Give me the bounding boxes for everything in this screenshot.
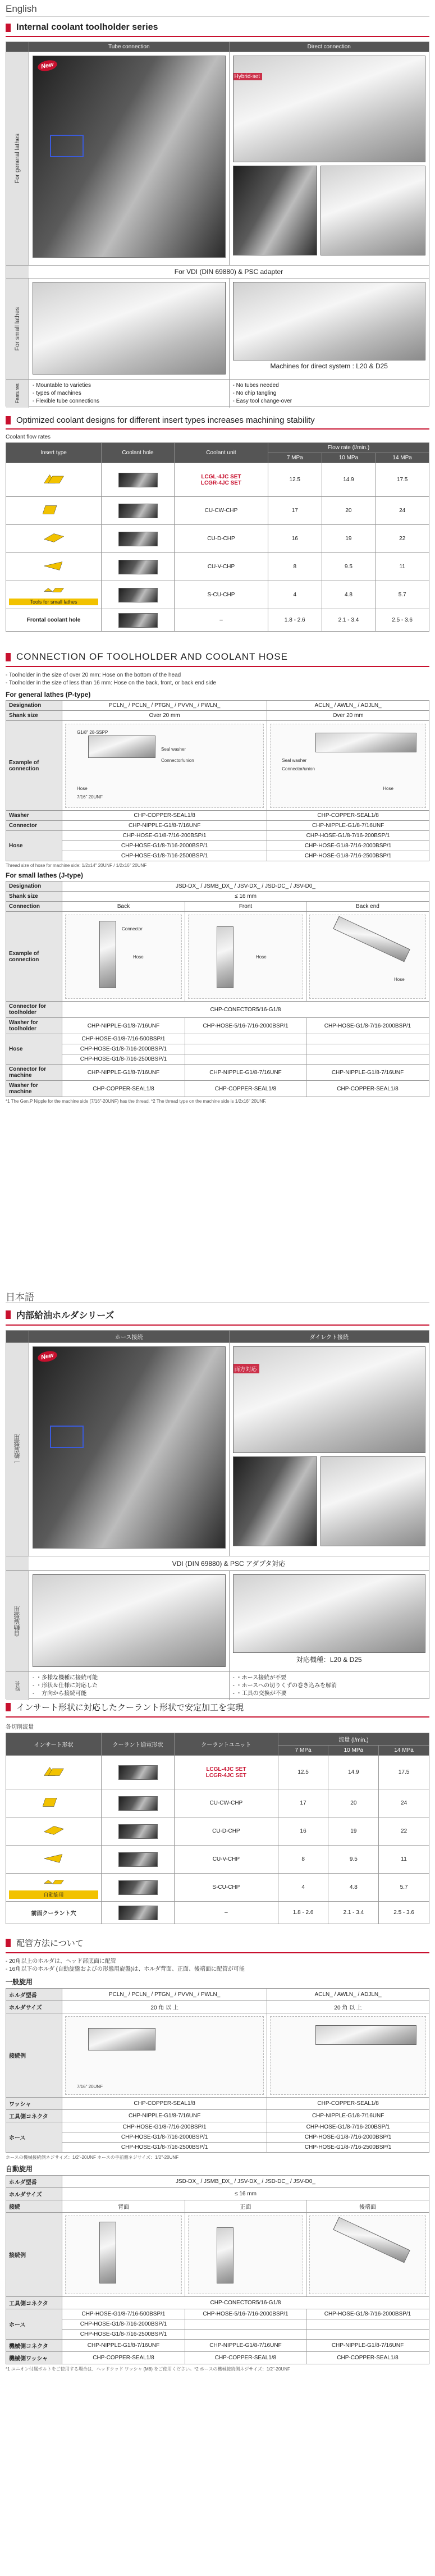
insert-small-icon [43,1876,65,1888]
insert-rhombic-icon [43,1794,65,1811]
inserts-title: Optimized coolant designs for different insert types increases machining stability [16,415,315,425]
direct-general-cell [229,52,429,265]
insert-d-icon [43,1822,65,1839]
small-direct-photo [233,282,426,360]
insert-v-icon [43,1850,65,1867]
insert-d-icon [43,529,65,546]
tube-general-cell [29,52,229,265]
inserts-section-ja: インサート形状に対応したクーラント形状で安定加工を実現 各切削流量 インサート形状 クーラント通電形状 クーラントユニット 流量 (l/min.) 7 MPa 10 MPa 14 MPa LCGL-4JC SET LCGR-4JC SET 12.5 14.9 17.5 CU-CW-CHP 17 20 24 CU-D-CHP 16 19 22 CU-V-CHP 8 9.5 11 自動旋用 S-CU-CHP 4 4.8 5.7 前面クーラント穴 – 1.8 - 2.6 2.1 - 3.4 2.5 - 3.6 [6,1701,429,1924]
flow-rate-table-ja: インサート形状 クーラント通電形状 クーラントユニット 流量 (l/min.) 7 MPa 10 MPa 14 MPa LCGL-4JC SET LCGR-4JC SET 12.5 14.9 17.5 CU-CW-CHP 17 20 24 CU-D-CHP 16 19 22 CU-V-CHP 8 9.5 11 自動旋用 S-CU-CHP 4 4.8 5.7 前面クーラント穴 – 1.8 - 2.6 2.1 - 3.4 2.5 - 3.6 [6,1733,429,1924]
jtype-diagram-back-end: Hose [309,915,426,999]
connection-title: CONNECTION OF TOOLHOLDER AND COOLANT HOSE [16,651,289,662]
overview-header [6,42,429,52]
ptype-table-ja: ホルダ型番 PCLN_ / PCLN_ / PTGN_ / PVVN_ / PWLN_ ACLN_ / AWLN_ / ADJLN_ ホルダサイズ 20 角 以 上 20 角 以 上 接続例 7/16" 20UNF ワッシャ CHP-COPPER-SEAL1/8 CHP-COPPER-SEAL1/8 工具側コネクタ CHP-NIPPLE-G1/8-7/16UNF CHP-NIPPLE-G1/8-7/16UNF ホース CHP-HOSE-G1/8-7/16-200BSP/1 CHP-HOSE-G1/8-7/16-200BSP/1 CHP-HOSE-G1/8-7/16-2000BSP/1 CHP-HOSE-G1/8-7/16-2000BSP/1 CHP-HOSE-G1/8-7/16-2500BSP/1 CHP-HOSE-G1/8-7/16-2500BSP/1 [6,1988,429,2153]
holder-photo [118,473,158,487]
jtype-diagram-front: Hose [188,915,303,999]
overview-title: Internal coolant toolholder series [16,22,158,32]
table-row: CU-D-CHP 16 19 22 [6,525,429,553]
overview-section-ja: 内部給油ホルダシリーズ ホース接続 ダイレクト接続 一般旋盤用 New 両方対応 VDI (DIN 69880) & PSC アダプタ対応 自動旋盤用 対応機種：L20 & D25 特長 - ・多様な機種に接続可能 - ・形状＆仕様に対応した - 方向から接続可能 - ・ホース接続が不要 - ・ホースへの切りくずの巻き込みを解消 - ・工具の交換が不要 [6,1308,429,1699]
ptype-diagram-b: Seal washer Connector/union Hose [270,724,426,808]
table-row: CU-CW-CHP 17 20 24 [6,497,429,525]
language-header-japanese: 日本語 [6,1286,429,1303]
small-caption: Machines for direct system : L20 & D25 [270,362,388,370]
insert-small-icon [43,584,65,596]
insert-v-icon [43,558,65,574]
vdi-photo [233,166,317,255]
language-header-english: English [6,0,429,17]
ptype-heading: For general lathes (P-type) [6,691,91,698]
title-marker [6,24,11,32]
tube-toolholder-photo [33,56,226,258]
inserts-section-en [6,415,429,632]
small-tools-label: Tools for small lathes [9,599,98,605]
row-small-label: For small lathes [14,307,21,351]
inserts-subtitle: Coolant flow rates [6,434,51,440]
table-row: LCGL-4JC SET LCGR-4JC SET 12.5 14.9 17.5 [6,463,429,497]
jtype-heading: For small lathes (J-type) [6,871,84,879]
psc-adapter-photo [320,166,426,255]
overview-section-en [6,22,429,407]
ptype-table-en: Designation PCLN_ / PCLN_ / PTGN_ / PVVN_ / PWLN_ ACLN_ / AWLN_ / ADJLN_ Shank size Over 20 mm Over 20 mm Example of connection Seal washer Connector/union Hose 7/16" 20UNF G1/8" 28-SSPP Seal washer Connector/union Hose Washer CHP-COPPER-SEAL1/8 CHP-COPPER-SEAL1/8 Connector CHP-NIPPLE-G1/8-7/16UNF CHP-NIPPLE-G1/8-7/16UNF Hose CHP-HOSE-G1/8-7/16-200BSP/1 CHP-HOSE-G1/8-7/16-200BSP/1 CHP-HOSE-G1/8-7/16-2000BSP/1 CHP-HOSE-G1/8-7/16-2000BSP/1 CHP-HOSE-G1/8-7/16-2500BSP/1 CHP-HOSE-G1/8-7/16-2500BSP/1 [6,700,429,861]
connection-section-ja: 配管方法について - 20角以上のホルダは、ヘッド部底面に配管 - 16角以下のホルダ (自動旋盤およびの形態用旋盤)は、ホルダ背面、正面、後端面に配管が可能 一般旋用 ホルダ型番 PCLN_ / PCLN_ / PTGN_ / PVVN_ / PWLN_ ACLN_ / AWLN_ / ADJLN_ ホルダサイズ 20 角 以 上 20 角 以 上 接続例 7/16" 20UNF ワッシャ CHP-COPPER-SEAL1/8 CHP-COPPER-SEAL1/8 工具側コネクタ CHP-NIPPLE-G1/8-7/16UNF CHP-NIPPLE-G1/8-7/16UNF ホース CHP-HOSE-G1/8-7/16-200BSP/1 CHP-HOSE-G1/8-7/16-200BSP/1 CHP-HOSE-G1/8-7/16-2000BSP/1 CHP-HOSE-G1/8-7/16-2000BSP/1 CHP-HOSE-G1/8-7/16-2500BSP/1 CHP-HOSE-G1/8-7/16-2500BSP/1 ホースの機械接続側ネジサイズ：1/2"-20UNF ホースの手前側ネジサイズ：1/2"-20UNF 自動旋用 ホルダ型番 JSD-DX_ / JSMB_DX_ / JSV-DX_ / JSD-DC_ / JSV-D0_ ホルダサイズ ≤ 16 mm 接続 背面 正面 後端面 接続例 工具側コネクタ CHP-CONECTOR5/16-G1/8 ホース CHP-HOSE-G1/8-7/16-500BSP/1 CHP-HOSE-5/16-7/16-2000BSP/1 CHP-HOSE-G1/8-7/16-2000BSP/1 CHP-HOSE-G1/8-7/16-2000BSP/1 CHP-HOSE-G1/8-7/16-2500BSP/1 機械側コネクタ CHP-NIPPLE-G1/8-7/16UNF CHP-NIPPLE-G1/8-7/16UNF CHP-NIPPLE-G1/8-7/16UNF 機械側ワッシャ CHP-COPPER-SEAL1/8 CHP-COPPER-SEAL1/8 CHP-COPPER-SEAL1/8 *1 ユニオン付属ボルトをご使用する場合は、ヘッドクッド ワッシャ (M8) をご使用ください。*2 ホースの機械接続側ネジサイズ：1/2"-20UNF [6,1937,429,2372]
table-row: Frontal coolant hole – 1.8 - 2.6 2.1 - 3.4 2.5 - 3.6 [6,609,429,632]
insert-rhombic-icon [43,501,65,518]
flow-rate-table-en: Insert type Coolant hole Coolant unit Flow rate (l/min.) 7 MPa 10 MPa 14 MPa LCGL-4JC SET LCGR-4JC SET 12.5 14.9 17.5 CU-CW-CHP 17 20 24 CU-D-CHP 16 19 22 CU-V-CHP 8 9.5 11 Tools for small lathes S-CU-CHP 4 4.8 5.7 Frontal coolant hole – 1.8 - 2.6 2.1 - 3.4 2.5 - 3.6 [6,442,429,632]
ptype-diagram-a: Seal washer Connector/union Hose 7/16" 20UNF G1/8" 28-SSPP [65,724,264,808]
direct-machine-photo [233,56,426,162]
overview-table [6,42,429,407]
row-features [6,379,429,406]
row-features-label: Features [15,383,20,404]
hybrid-label: Hybrid-set [233,73,263,80]
col-tube: Tube connection [29,42,229,52]
direct-features: - No tubes needed - No chip tangling - Easy tool change-over [230,380,429,408]
insert-trigon-icon [43,471,65,487]
table-row: Tools for small lathes S-CU-CHP 4 4.8 5.7 [6,581,429,609]
row-general [6,52,429,265]
row-small [6,278,429,379]
connection-section-en: CONNECTION OF TOOLHOLDER AND COOLANT HOSE - Toolholder in the size of over 20 mm: Hose on the bottom of the head - Toolholder in the size of less than 16 mm: Hose on the back, front, or back end side For general lathes (P-type) Designation PCLN_ / PCLN_ / PTGN_ / PVVN_ / PWLN_ ACLN_ / AWLN_ / ADJLN_ Shank size Over 20 mm Over 20 mm Example of connection Seal washer Connector/union Hose 7/16" 20UNF G1/8" 28-SSPP Seal washer Connector/union Hose Washer CHP-COPPER-SEAL1/8 CHP-COPPER-SEAL1/8 Connector CHP-NIPPLE-G1/8-7/16UNF CHP-NIPPLE-G1/8-7/16UNF Hose CHP-HOSE-G1/8-7/16-200BSP/1 CHP-HOSE-G1/8-7/16-200BSP/1 CHP-HOSE-G1/8-7/16-2000BSP/1 CHP-HOSE-G1/8-7/16-2000BSP/1 CHP-HOSE-G1/8-7/16-2500BSP/1 CHP-HOSE-G1/8-7/16-2500BSP/1 Thread size of hose for machine side: 1/2x14" 20UNF / 1/2x16" 20UNF For small lathes (J-type) Designation JSD-DX_ / JSMB_DX_ / JSV-DX_ / JSD-DC_ / JSV-D0_ Shank size ≤ 16 mm Connection Back Front Back end Example of connection Connector Hose Hose Hose Connector for toolholder CHP-CONECTOR5/16-G1/8 Washer for toolholder CHP-NIPPLE-G1/8-7/16UNF CHP-HOSE-5/16-7/16-2000BSP/1 CHP-HOSE-G1/8-7/16-2000BSP/1 Hose CHP-HOSE-G1/8-7/16-500BSP/1 CHP-HOSE-G1/8-7/16-2000BSP/1 CHP-HOSE-G1/8-7/16-2500BSP/1 Connector for machine CHP-NIPPLE-G1/8-7/16UNF CHP-NIPPLE-G1/8-7/16UNF CHP-NIPPLE-G1/8-7/16UNF Washer for machine CHP-COPPER-SEAL1/8 CHP-COPPER-SEAL1/8 CHP-COPPER-SEAL1/8 *1 The Gen.P Nipple for the machine side (7/16"-20UNF) has the thread. *2 The thread type on the machine side is 1/2x16" 20UNF. [6,651,429,1104]
tube-features: - Mountable to varieties - types of machines - Flexible tube connections [29,380,229,408]
table-row: CU-V-CHP 8 9.5 11 [6,553,429,581]
row-general-label: For general lathes [14,134,21,184]
jtype-table-ja: ホルダ型番 JSD-DX_ / JSMB_DX_ / JSV-DX_ / JSD-DC_ / JSV-D0_ ホルダサイズ ≤ 16 mm 接続 背面 正面 後端面 接続例 工具側コネクタ CHP-CONECTOR5/16-G1/8 ホース CHP-HOSE-G1/8-7/16-500BSP/1 CHP-HOSE-5/16-7/16-2000BSP/1 CHP-HOSE-G1/8-7/16-2000BSP/1 CHP-HOSE-G1/8-7/16-2000BSP/1 CHP-HOSE-G1/8-7/16-2500BSP/1 機械側コネクタ CHP-NIPPLE-G1/8-7/16UNF CHP-NIPPLE-G1/8-7/16UNF CHP-NIPPLE-G1/8-7/16UNF 機械側ワッシャ CHP-COPPER-SEAL1/8 CHP-COPPER-SEAL1/8 CHP-COPPER-SEAL1/8 [6,2175,429,2364]
new-badge: New [37,59,58,73]
tube-toolholder-photo: New [33,1346,226,1549]
col-direct: Direct connection [229,42,429,52]
small-tube-photo [33,282,226,374]
section-title [6,22,429,37]
jtype-table-en: Designation JSD-DX_ / JSMB_DX_ / JSV-DX_ / JSD-DC_ / JSV-D0_ Shank size ≤ 16 mm Connection Back Front Back end Example of connection Connector Hose Hose Hose Connector for toolholder CHP-CONECTOR5/16-G1/8 Washer for toolholder CHP-NIPPLE-G1/8-7/16UNF CHP-HOSE-5/16-7/16-2000BSP/1 CHP-HOSE-G1/8-7/16-2000BSP/1 Hose CHP-HOSE-G1/8-7/16-500BSP/1 CHP-HOSE-G1/8-7/16-2000BSP/1 CHP-HOSE-G1/8-7/16-2500BSP/1 Connector for machine CHP-NIPPLE-G1/8-7/16UNF CHP-NIPPLE-G1/8-7/16UNF CHP-NIPPLE-G1/8-7/16UNF Washer for machine CHP-COPPER-SEAL1/8 CHP-COPPER-SEAL1/8 CHP-COPPER-SEAL1/8 [6,881,429,1097]
vdi-caption: For VDI (DIN 69880) & PSC adapter [174,268,283,276]
insert-trigon-icon [43,1763,65,1780]
detail-frame [50,135,84,157]
jtype-diagram-back: Connector Hose [65,915,182,999]
